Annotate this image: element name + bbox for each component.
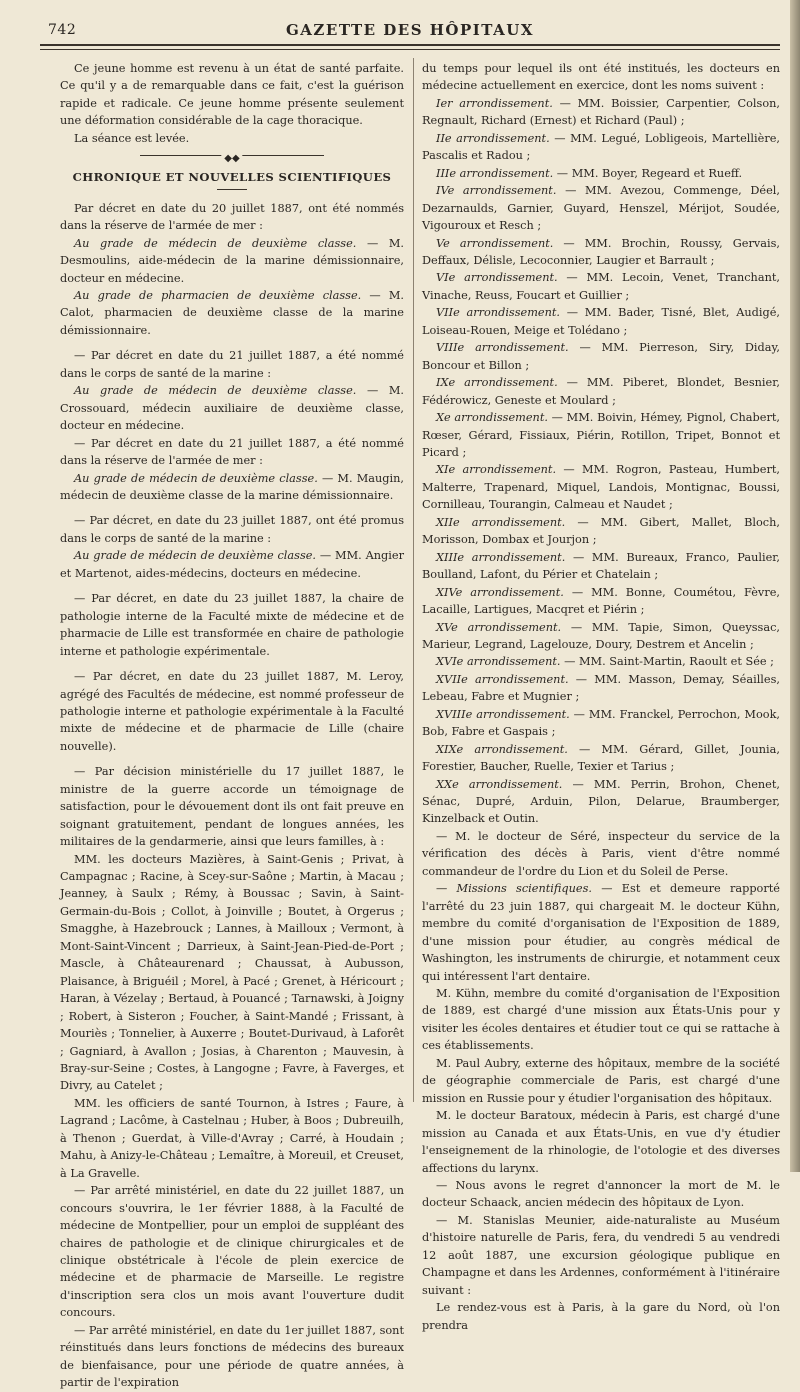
arrondissement-entry: XIIIe arrondissement. — MM. Bureaux, Franco, Paulier, Boulland, Lafont, du Périer et Chatelain ;	[422, 550, 781, 582]
paragraph: Le rendez-vous est à Paris, à la gare du Nord, où l'on prendra	[422, 1301, 780, 1332]
paragraph: — Par décret, en date du 23 juillet 1887, M. Leroy, agrégé des Facultés de médecine, est nommé professeur de pathologie interne et pathologie expérimentale à la Faculté mixte de médecine et de pharmacie de Lille (chaire nouvelle).	[60, 670, 404, 753]
paragraph: — Par décret, en date du 23 juillet 1887, la chaire de pathologie interne de la Faculté mixte de médecine et de pharmacie de Lille est transformée en chaire de pathologie interne et pathologie expérimentale.	[60, 592, 404, 658]
right-column	[422, 60, 780, 1334]
paragraph: M. le docteur Baratoux, médecin à Paris, est chargé d'une mission au Canada et aux États-Unis, en vue d'y étudier l'enseignement de la rhinologie, de l'otologie et des diverses affections du larynx.	[422, 1109, 780, 1175]
paragraph: — Nous avons le regret d'annoncer la mort de M. le docteur Schaack, ancien médecin des hôpitaux de Lyon.	[422, 1179, 780, 1210]
section-ornament: ◆◆	[60, 147, 404, 165]
paragraph: Par décret en date du 20 juillet 1887, ont été nommés dans la réserve de l'armée de mer :	[60, 201, 404, 233]
paragraph: Au grade de médecin de deuxième classe. — M. Desmoulins, aide-médecin de la marine démissionnaire, docteur en médecine.	[60, 236, 405, 285]
paragraph: MM. les officiers de santé Tournon, à Istres ; Faure, à Lagrand ; Lacôme, à Castelnau ; Huber, à Boos ; Dubreuilh, à Thenon ; Guerdat, à Ville-d'Avray ; Carré, à Houdain ; Mahu, à Anizy-le-Château ; Lemaître, à Moreuil, et Creuset, à La Gravelle.	[60, 1096, 404, 1180]
paragraph: La séance est levée.	[74, 131, 190, 145]
paragraph: — Par arrêté ministériel, en date du 1er juillet 1887, sont réinstitués dans leurs fonctions de médecins des bureaux de bienfaisance, pour une période de quatre années, à partir de l'expiration	[60, 1323, 404, 1390]
paragraph: M. Kühn, membre du comité d'organisation de l'Exposition de 1889, est chargé d'une mission aux États-Unis pour y visiter les écoles dentaires et étudier tout ce qui se rattache à ces établissements.	[422, 987, 780, 1053]
arrondissement-entry: XIXe arrondissement. — MM. Gérard, Gillet, Jounia, Forestier, Baucher, Ruelle, Texier et Tarius ;	[422, 742, 781, 774]
page-edge	[790, 0, 800, 1172]
running-title: GAZETTE DES HÔPITAUX	[285, 21, 534, 39]
arrondissement-entry: XVIIe arrondissement. — MM. Masson, Demay, Séailles, Lebeau, Fabre et Mugnier ;	[422, 672, 780, 704]
header-rule	[40, 44, 780, 46]
arrondissement-entry: IIIe arrondissement. — MM. Boyer, Regeard et Rueff.	[436, 166, 743, 180]
arrondissement-entry: XXe arrondissement. — MM. Perrin, Brohon, Chenet, Sénac, Dupré, Arduin, Pilon, Delarue, Braumberger, Kinzelback et Outin.	[422, 777, 780, 826]
paragraph: — Par arrêté ministériel, en date du 22 juillet 1887, un concours s'ouvrira, le 1er février 1888, à la Faculté de médecine de Montpellier, pour un emploi de suppléant des chaires de pathologie et de clinique chirurgicales et de clinique obstétricale à l'école de plein exercice de médecine et de pharmacie de Marseille. Le registre d'inscription sera clos un mois avant l'ouverture dudit concours.	[60, 1184, 404, 1320]
left-column	[60, 60, 404, 1392]
paragraph: Ce jeune homme est revenu à un état de santé parfaite. Ce qu'il y a de remarquable dans ce fait, c'est la guérison rapide et radicale. Ce jeune homme présente seulement une déformation considérable de la cage thoracique.	[60, 62, 404, 128]
arrondissement-entry: Ve arrondissement. — MM. Brochin, Roussy, Gervais, Deffaux, Délisle, Lecoconnier, Laugier et Barrault ;	[422, 236, 780, 267]
header-rule-thin	[40, 49, 780, 50]
arrondissement-entry: VIIIe arrondissement. — MM. Pierreson, Siry, Diday, Boncour et Billon ;	[422, 341, 780, 372]
paragraph: — M. Stanislas Meunier, aide-naturaliste au Muséum d'histoire naturelle de Paris, fera, du vendredi 5 au vendredi 12 août 1887, une excursion géologique publique en Champagne et dans les Ardennes, conformément à l'itinéraire suivant :	[422, 1213, 780, 1297]
arrondissement-entry: XVe arrondissement. — MM. Tapie, Simon, Queyssac, Marieur, Legrand, Lagelouze, Doury, Destrem et Ancelin ;	[422, 620, 780, 651]
paragraph: M. Paul Aubry, externe des hôpitaux, membre de la société de géographie commerciale de Paris, est chargé d'une mission en Russie pour y étudier l'organisation des hôpitaux.	[422, 1056, 780, 1105]
arrondissement-entry: XVIIIe arrondissement. — MM. Franckel, Perrochon, Mook, Bob, Fabre et Gaspais ;	[422, 707, 781, 739]
paragraph: du temps pour lequel ils ont été institués, les docteurs en médecine actuellement en exercice, dont les noms suivent :	[422, 62, 780, 93]
arrondissement-entry: VIe arrondissement. — MM. Lecoin, Venet, Tranchant, Vinache, Reuss, Foucart et Guillier ;	[422, 271, 780, 302]
arrondissement-entry: XVIe arrondissement. — MM. Saint-Martin, Raoult et Sée ;	[436, 655, 774, 669]
section-heading: CHRONIQUE ET NOUVELLES SCIENTIFIQUES	[72, 170, 392, 185]
paragraph: — Par décret, en date du 23 juillet 1887, ont été promus dans le corps de santé de la marine :	[60, 514, 404, 545]
paragraph: — Par décret en date du 21 juillet 1887, a été nommé dans le corps de santé de la marine :	[60, 349, 404, 380]
arrondissement-entry: IIe arrondissement. — MM. Legué, Lobligeois, Martellière, Pascalis et Radou ;	[422, 131, 780, 163]
paragraph: — Par décision ministérielle du 17 juillet 1887, le ministre de la guerre accorde un témoignage de satisfaction, pour le dévouement dont ils ont fait preuve en soignant gratuitement, pendant de longues années, les militaires de la gendarmerie, ainsi que leurs familles, à :	[60, 765, 404, 849]
paragraph: Au grade de médecin de deuxième classe. — M. Maugin, médecin de deuxième classe de la marine démissionnaire.	[60, 471, 404, 502]
arrondissement-list	[422, 95, 780, 828]
arrondissement-entry: XIVe arrondissement. — MM. Bonne, Coumétou, Fèvre, Lacaille, Lartigues, Macqret et Piérin ;	[422, 585, 780, 617]
arrondissement-entry: Ier arrondissement. — MM. Boissier, Carpentier, Colson, Regnault, Richard (Ernest) et Richard (Paul) ;	[422, 96, 781, 128]
paragraph: Au grade de médecin de deuxième classe. — M. Crossouard, médecin auxiliaire de deuxième classe, docteur en médecine.	[60, 384, 405, 433]
paragraph: — Missions scientifiques. — Est et demeure rapporté l'arrêté du 23 juin 1887, qui chargeait M. le docteur Kühn, membre du comité d'organisation de l'Exposition de 1889, d'une mission pour étudier, au congrès médical de Washington, les instruments de chirurgie, et notamment ceux qui intéressent l'art dentaire.	[422, 882, 780, 983]
page-number: 742	[48, 22, 77, 38]
paragraph: Au grade de pharmacien de deuxième classe. — M. Calot, pharmacien de deuxième classe de la marine démissionnaire.	[60, 288, 405, 337]
arrondissement-entry: XIe arrondissement. — MM. Rogron, Pasteau, Humbert, Malterre, Trapenard, Miquel, Landois, Montignac, Boussi, Cornilleau, Tourangin, Calmeau et Naudet ;	[422, 463, 780, 512]
arrondissement-entry: VIIe arrondissement. — MM. Bader, Tisné, Blet, Audigé, Loiseau-Rouen, Meige et Tolédano ;	[422, 306, 780, 337]
arrondissement-entry: IVe arrondissement. — MM. Avezou, Commenge, Déel, Dezarnaulds, Garnier, Guyard, Henszel, Mérijot, Soudée, Vigouroux et Resch ;	[422, 184, 780, 233]
arrondissement-entry: Xe arrondissement. — MM. Boivin, Hémey, Pignol, Chabert, Rœser, Gérard, Fissiaux, Piérin, Rotillon, Tripet, Bonnot et Picard ;	[422, 411, 780, 459]
heading-rule	[217, 189, 247, 190]
paragraph: — M. le docteur de Séré, inspecteur du service de la vérification des décès à Paris, vient d'être nommé commandeur de l'ordre du Lion et du Soleil de Perse.	[422, 829, 780, 878]
paragraph: Au grade de médecin de deuxième classe. — MM. Angier et Martenot, aides-médecins, docteurs en médecine.	[60, 549, 404, 580]
paragraph: — Par décret en date du 21 juillet 1887, a été nommé dans la réserve de l'armée de mer :	[60, 436, 404, 468]
arrondissement-entry: XIIe arrondissement. — MM. Gibert, Mallet, Bloch, Morisson, Dombax et Jourjon ;	[422, 515, 780, 547]
page-header	[40, 16, 780, 46]
column-divider	[413, 58, 414, 1102]
arrondissement-entry: IXe arrondissement. — MM. Piberet, Blondet, Besnier, Fédérowicz, Geneste et Moulard ;	[422, 376, 780, 407]
paragraph: MM. les docteurs Mazières, à Saint-Genis ; Privat, à Campagnac ; Racine, à Scey-sur-Saône ; Martin, à Macau ; Jeanney, à Saulx ; Rémy, à Boussac ; Savin, à Saint-Germain-du-Bois ; Collot, à Joinville ; Boutet, à Orgerus ; Smagghe, à Hazebrouck ; Lannes, à Mailloux ; Vermont, à Mont-Saint-Vincent ; Darrieux, à Saint-Jean-Pied-de-Port ; Mascle, à Châteaurenard ; Chaussat, à Aubusson, Plaisance, à Briguéil ; Morel, à Pacé ; Grenet, à Héricourt ; Haran, à Vézelay ; Bertaud, à Pouancé ; Tarnawski, à Joigny ; Robert, à Sisteron ; Foucher, à Saint-Mandé ; Frissant, à Mouriès ; Tonnelier, à Auxerre ; Boutet-Durivaud, à Laforêt ; Gagniard, à Avallon ; Josias, à Charenton ; Mauvesin, à Bray-sur-Seine ; Costes, à Langogne ; Favre, à Faverges, et Divry, au Catelet ;	[60, 852, 404, 1093]
